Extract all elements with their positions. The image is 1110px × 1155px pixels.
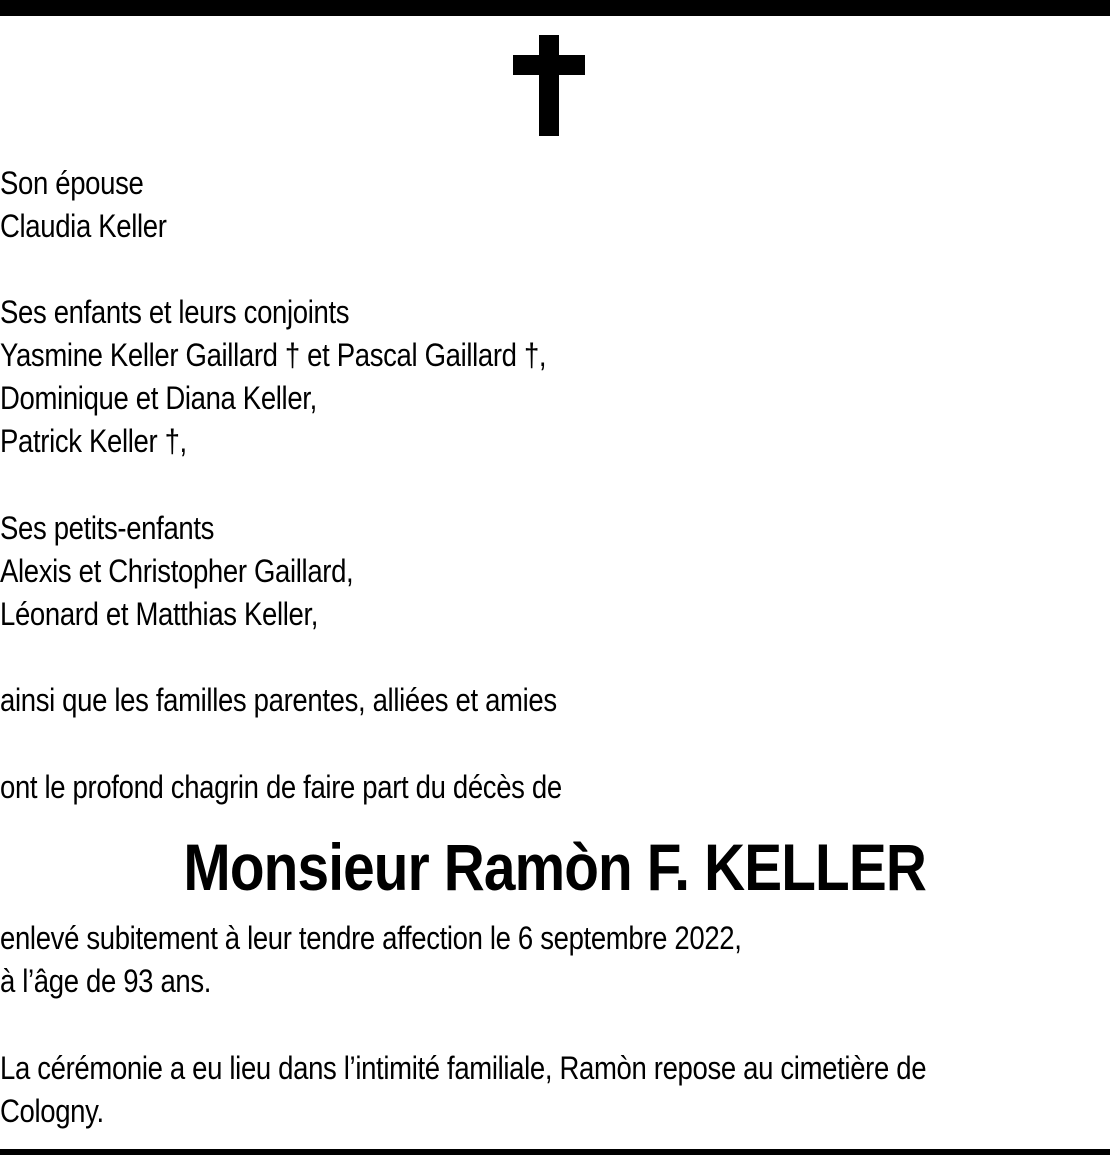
spouse-name: Claudia Keller bbox=[0, 208, 167, 244]
deceased-name-text: Monsieur Ramòn F. KELLER bbox=[183, 830, 927, 904]
deceased-name bbox=[0, 827, 1110, 907]
families-text: ainsi que les familles parentes, alliées et amies bbox=[0, 682, 557, 718]
ceremony-line: Cologny. bbox=[0, 1093, 104, 1129]
grandchildren-section bbox=[0, 507, 955, 636]
grandchildren-heading: Ses petits-enfants bbox=[0, 510, 215, 546]
spouse-section bbox=[0, 162, 955, 248]
children-line: Yasmine Keller Gaillard † et Pascal Gaillard †, bbox=[0, 337, 547, 373]
announcement-line bbox=[0, 766, 955, 809]
spouse-heading: Son épouse bbox=[0, 165, 144, 201]
children-section bbox=[0, 291, 955, 463]
families-line bbox=[0, 679, 955, 722]
death-details-section bbox=[0, 917, 955, 1003]
cross-icon bbox=[513, 35, 585, 136]
top-border-rule bbox=[0, 0, 1110, 16]
children-line: Dominique et Diana Keller, bbox=[0, 380, 317, 416]
ceremony-section bbox=[0, 1047, 955, 1133]
children-heading: Ses enfants et leurs conjoints bbox=[0, 294, 350, 330]
children-line: Patrick Keller †, bbox=[0, 423, 187, 459]
grandchildren-line: Léonard et Matthias Keller, bbox=[0, 596, 319, 632]
ceremony-line: La cérémonie a eu lieu dans l’intimité familiale, Ramòn repose au cimetière de bbox=[0, 1050, 927, 1086]
grandchildren-line: Alexis et Christopher Gaillard, bbox=[0, 553, 354, 589]
death-details-line: enlevé subitement à leur tendre affection le 6 septembre 2022, bbox=[0, 920, 742, 956]
death-details-line: à l’âge de 93 ans. bbox=[0, 963, 212, 999]
announcement-text: ont le profond chagrin de faire part du décès de bbox=[0, 769, 562, 805]
bottom-border-rule bbox=[0, 1149, 1110, 1155]
